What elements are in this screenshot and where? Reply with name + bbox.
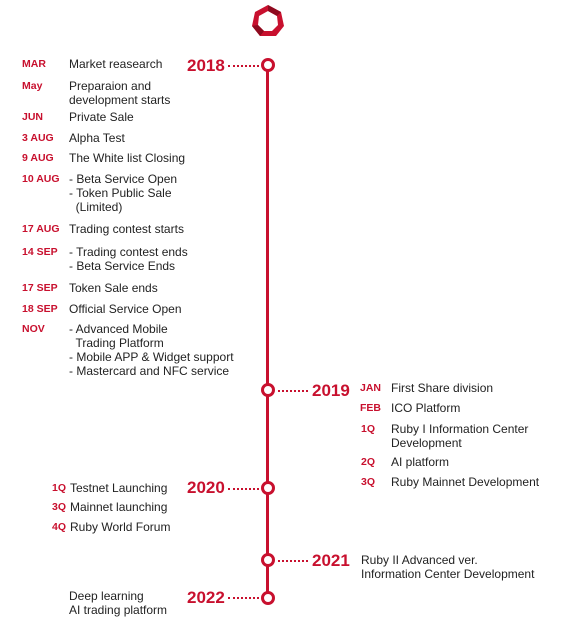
event-label: 1Q	[51, 482, 66, 494]
timeline-node-2021	[261, 553, 275, 567]
event-label: 2Q	[360, 456, 375, 468]
connector-2019	[278, 390, 308, 392]
connector-2021	[278, 560, 308, 562]
event-description: AI platform	[391, 455, 450, 469]
event-label: 3Q	[51, 501, 66, 513]
event-label: FEB	[360, 402, 381, 414]
event-label: NOV	[22, 323, 45, 335]
event-description: Preparaion and development starts	[69, 79, 171, 107]
connector-2018	[228, 65, 259, 67]
event-description: Official Service Open	[69, 302, 182, 316]
event-label: 18 SEP	[22, 303, 58, 315]
event-description: Ruby Mainnet Development	[391, 475, 540, 489]
event-description: Alpha Test	[69, 131, 125, 145]
event-description: Ruby World Forum	[70, 520, 171, 534]
year-2022: 2022	[187, 588, 225, 607]
year-2019: 2019	[312, 381, 350, 400]
timeline-node-2022	[261, 591, 275, 605]
event-label: MAR	[22, 58, 46, 70]
connector-2020	[228, 488, 259, 490]
event-label: 14 SEP	[22, 246, 58, 258]
event-description: First Share division	[391, 381, 494, 395]
event-description: - Beta Service Open - Token Public Sale (Limited)	[69, 172, 178, 214]
event-description: ICO Platform	[391, 401, 461, 415]
event-description: Mainnet launching	[70, 500, 168, 514]
timeline-node-2020	[261, 481, 275, 495]
timeline-node-2019	[261, 383, 275, 397]
year-2018: 2018	[187, 56, 225, 75]
connector-2022	[228, 597, 259, 599]
timeline-node-2018	[261, 58, 275, 72]
event-label: 1Q	[360, 423, 375, 435]
event-label: 17 AUG	[22, 223, 60, 235]
year-2021: 2021	[312, 551, 350, 570]
timeline-axis	[266, 64, 269, 598]
event-description: Market reasearch	[69, 57, 163, 71]
event-label: May	[22, 80, 43, 92]
event-description: - Trading contest ends - Beta Service Ends	[69, 245, 188, 273]
year-2020: 2020	[187, 478, 225, 497]
event-description: Private Sale	[69, 110, 134, 124]
event-description: - Advanced Mobile Trading Platform - Mobile APP & Widget support - Mastercard and NFC service	[69, 322, 234, 378]
event-description: Ruby I Information Center Development	[391, 422, 529, 450]
event-label: 17 SEP	[22, 282, 58, 294]
event-label: 4Q	[51, 521, 66, 533]
event-label: 9 AUG	[22, 152, 54, 164]
ruby-logo-icon	[251, 4, 285, 38]
event-description: Testnet Launching	[70, 481, 168, 495]
event-2022-description: Deep learning AI trading platform	[69, 589, 168, 617]
event-label: 10 AUG	[22, 173, 60, 185]
event-label: 3Q	[360, 476, 375, 488]
event-description: The White list Closing	[69, 151, 186, 165]
event-description: Trading contest starts	[69, 222, 184, 236]
event-label: JUN	[22, 111, 44, 123]
event-2021-description: Ruby II Advanced ver. Information Center Development	[361, 553, 535, 581]
event-label: JAN	[359, 382, 381, 394]
event-label: 3 AUG	[22, 132, 54, 144]
event-description: Token Sale ends	[69, 281, 158, 295]
